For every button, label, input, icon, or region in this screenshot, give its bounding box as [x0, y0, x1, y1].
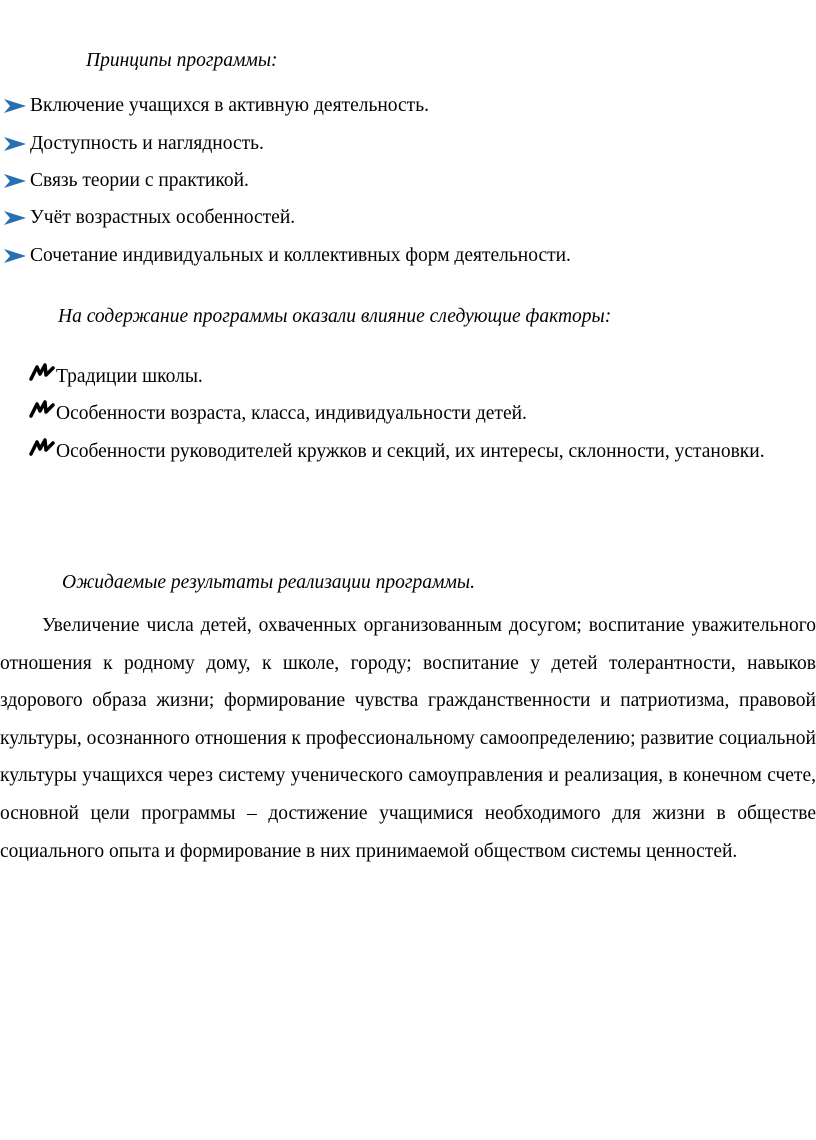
arrow-bullet-icon: [4, 174, 26, 188]
results-heading: Ожидаемые результаты реализации программы.: [62, 572, 476, 593]
list-item: [4, 170, 249, 192]
list-item: [28, 358, 816, 396]
list-item-text: Сочетание индивидуальных и коллективных форм деятельности.: [30, 245, 571, 266]
arrow-bullet-icon: [4, 211, 26, 225]
arrow-bullet-icon: [4, 99, 26, 113]
factors-heading: На содержание программы оказали влияние следующие факторы:: [58, 306, 612, 327]
list-item: [28, 433, 816, 471]
results-paragraph: Увеличение числа детей, охваченных организованным досугом; воспитание уважительного отношения к родному дому, к школе, городу; воспитание у детей толерантности, навыков здорового образа жизни; формирование чувства гражданственности и патриотизма, правовой культуры, осознанного отношения к профессиональному самоопределению; развитие социальной культуры учащихся через систему ученического самоуправления и реализация, в конечном счете, основной цели программы – достижение учащимися необходимого для жизни в обществе социального опыта и формирование в них принимаемой обществом системы ценностей.: [0, 615, 816, 862]
list-item-text: Традиции школы.: [56, 366, 203, 387]
list-item-text: Доступность и наглядность.: [30, 133, 264, 154]
arrow-bullet-icon: [4, 137, 26, 151]
list-item-text: Особенности руководителей кружков и секций, их интересы, склонности, установки.: [56, 441, 765, 462]
squiggle-bullet-icon: [28, 399, 56, 419]
arrow-bullet-icon: [4, 249, 26, 263]
squiggle-bullet-icon: [28, 362, 56, 382]
principles-heading: Принципы программы:: [86, 50, 278, 71]
list-item: [4, 95, 429, 117]
list-item: [4, 245, 571, 267]
list-item-text: Учёт возрастных особенностей.: [30, 207, 296, 228]
list-item: [4, 207, 295, 229]
squiggle-bullet-icon: [28, 437, 56, 457]
list-item: [4, 133, 264, 155]
list-item-text: Особенности возраста, класса, индивидуальности детей.: [56, 403, 527, 424]
list-item-text: Включение учащихся в активную деятельность.: [30, 95, 429, 116]
list-item: [28, 395, 816, 433]
list-item-text: Связь теории с практикой.: [30, 170, 249, 191]
